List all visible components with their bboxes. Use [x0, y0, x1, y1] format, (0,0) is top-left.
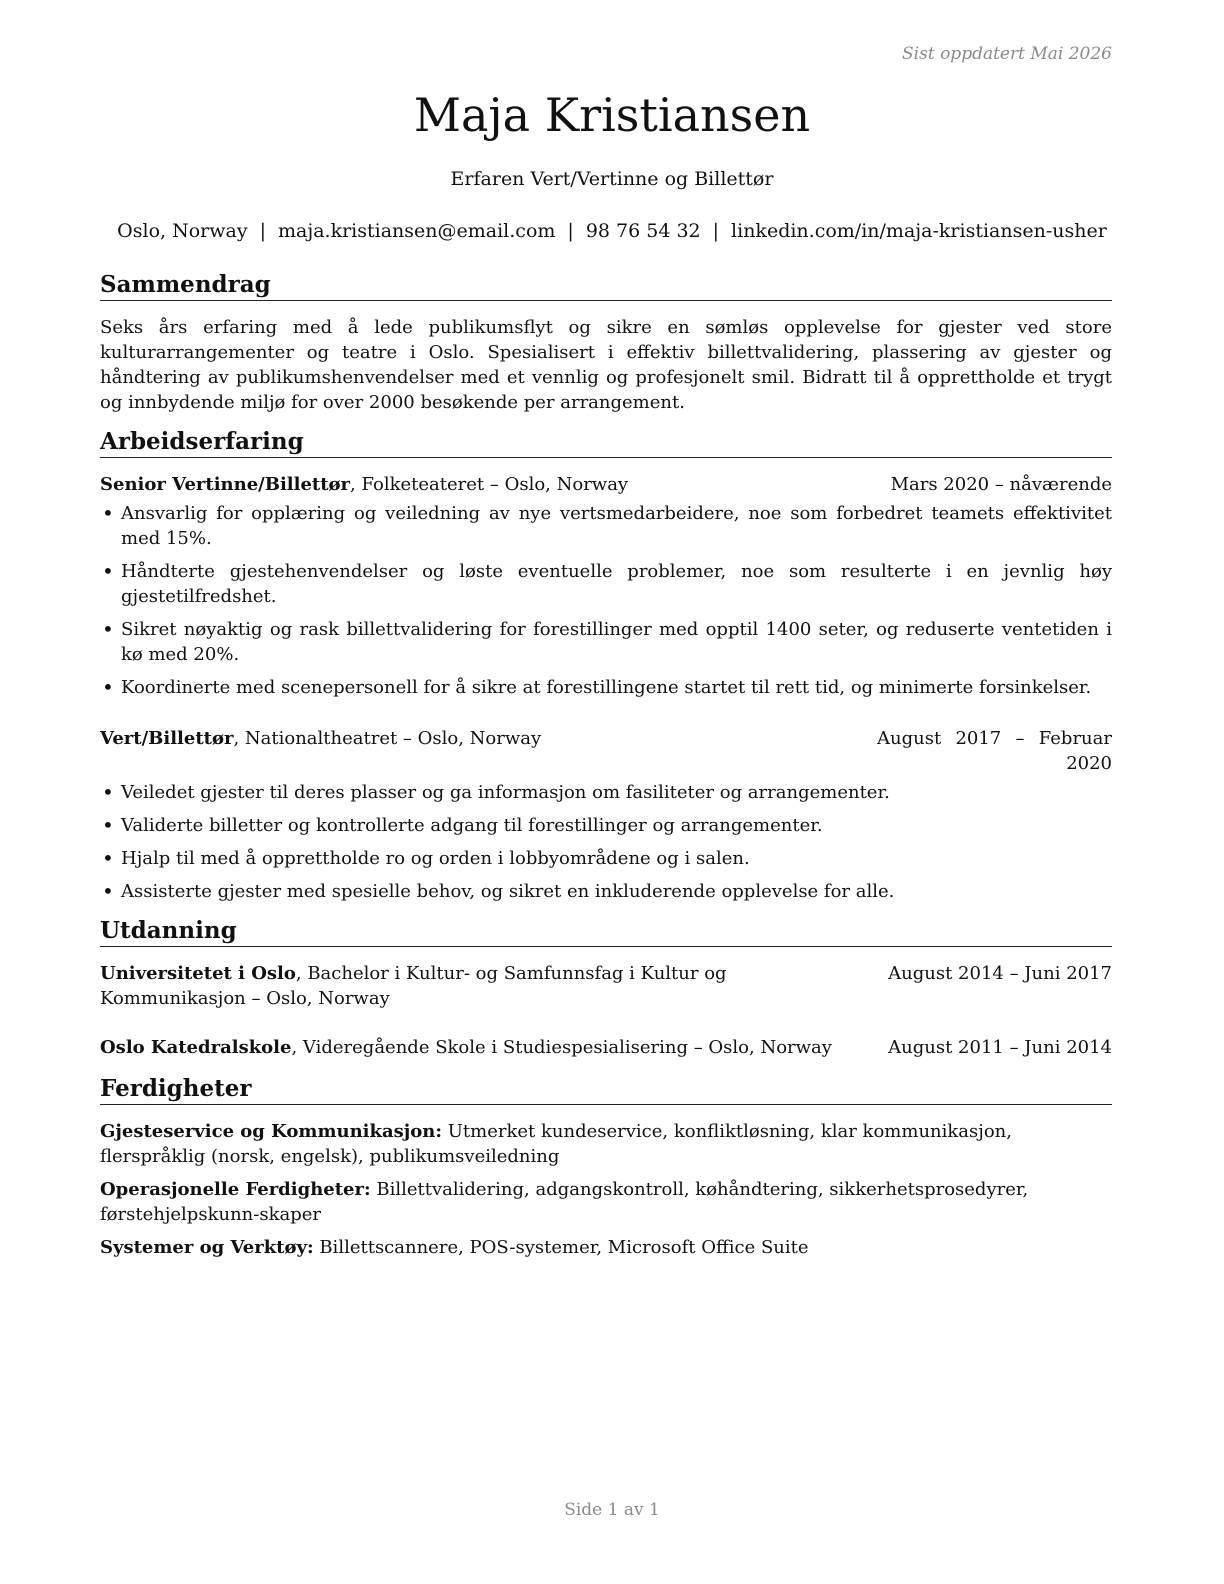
section-title-skills: Ferdigheter [100, 1074, 1112, 1105]
job-entry [100, 472, 1112, 700]
job-org: , Nationaltheatret – Oslo, Norway [233, 728, 542, 749]
job-role: Vert/Billettør [100, 728, 234, 749]
job-role: Senior Vertinne/Billettør [100, 474, 351, 495]
summary-text: Seks års erfaring med å lede publikumsflyt og sikre en sømløs opplevelse for gjester ved store kulturarrangementer og teatre i Oslo. Spesialisert i effektiv billettvalidering, plassering av gjester og håndtering av publikumshenvendelser med et vennlig og profesjonelt smil. Bidratt til å opprettholde et trygt og innbydende miljø for over 2000 besøkende per arrangement. [100, 317, 1112, 413]
page-number: Side 1 av 1 [564, 1500, 660, 1520]
job-entry [100, 726, 1112, 904]
education-entry [100, 961, 1112, 1011]
resume-content [100, 270, 1112, 1260]
education-detail: , Bachelor i Kultur- og Samfunnsfag i Kultur og Kommunikasjon – Oslo, Norway [100, 963, 727, 1009]
education-dates: August 2011 – Juni 2014 [888, 1037, 1112, 1058]
education-school: Oslo Katedralskole [100, 1037, 292, 1058]
last-updated: Sist oppdatert Mai 2026 [902, 44, 1112, 64]
skill-text: Billettscannere, POS-systemer, Microsoft Office Suite [313, 1237, 809, 1258]
skill-label: Systemer og Verktøy: [100, 1237, 314, 1258]
job-header [100, 472, 1112, 497]
education-dates: August 2014 – Juni 2017 [888, 963, 1112, 984]
job-bullet: • Ansvarlig for opplæring og veiledning av nye vertsmedarbeidere, noe som forbedret teamets effektivitet med 15%. [100, 501, 1112, 551]
skill-text: Billettvalidering, adgangskontroll, køhåndtering, sikkerhetsprosedyrer, førstehjelpskunn-skaper [100, 1179, 1029, 1225]
education-school: Universitetet i Oslo [100, 963, 296, 984]
education-detail: , Videregående Skole i Studiespesialisering – Oslo, Norway [291, 1037, 832, 1058]
skill-line [100, 1235, 1112, 1260]
job-dates: Mars 2020 – nåværende [890, 474, 1112, 495]
job-dates: August 2017 – Februar 2020 [877, 728, 1112, 774]
candidate-name: Maja Kristiansen [413, 88, 811, 142]
candidate-headline: Erfaren Vert/Vertinne og Billettør [450, 168, 774, 190]
contact-line [0, 220, 1224, 242]
job-bullet: • Koordinerte med scenepersonell for å sikre at forestillingene startet til rett tid, og minimerte forsinkelser. [100, 675, 1112, 700]
skill-label: Gjesteservice og Kommunikasjon: [100, 1121, 443, 1142]
contact-separator: | [567, 220, 574, 242]
job-bullet: • Hjalp til med å opprettholde ro og orden i lobbyområdene og i salen. [100, 846, 1112, 871]
contact-location: Oslo, Norway [117, 220, 248, 242]
contact-separator: | [712, 220, 720, 242]
skill-label: Operasjonelle Ferdigheter: [100, 1179, 371, 1200]
job-bullet: • Håndterte gjestehenvendelser og løste eventuelle problemer, noe som resulterte i en jevnlig høy gjestetilfredshet. [100, 559, 1112, 609]
contact-phone: 98 76 54 32 [585, 220, 701, 242]
skill-text: Utmerket kundeservice, konfliktløsning, klar kommunikasjon, flerspråklig (norsk, engelsk), publikumsveiledning [100, 1121, 1012, 1167]
job-header [100, 726, 1112, 776]
section-title-education: Utdanning [100, 916, 1112, 947]
skill-line [100, 1177, 1112, 1227]
job-bullets [100, 780, 1112, 904]
contact-email[interactable]: maja.kristiansen@email.com [277, 220, 556, 242]
job-bullet: • Sikret nøyaktig og rask billettvalidering for forestillinger med opptil 1400 seter, og reduserte ventetiden i kø med 20%. [100, 617, 1112, 667]
section-title-experience: Arbeidserfaring [100, 427, 1112, 458]
section-title-summary: Sammendrag [100, 270, 1112, 301]
job-bullet: • Assisterte gjester med spesielle behov, og sikret en inkluderende opplevelse for alle. [100, 879, 1112, 904]
contact-linkedin[interactable]: linkedin.com/in/maja-kristiansen-usher [731, 220, 1107, 242]
education-entry [100, 1035, 1112, 1060]
job-bullet: • Veiledet gjester til deres plasser og ga informasjon om fasiliteter og arrangementer. [100, 780, 1112, 805]
contact-separator: | [259, 220, 266, 242]
job-org: , Folketeateret – Oslo, Norway [350, 474, 629, 495]
skill-line [100, 1119, 1112, 1169]
job-bullet: • Validerte billetter og kontrollerte adgang til forestillinger og arrangementer. [100, 813, 1112, 838]
job-bullets [100, 501, 1112, 700]
